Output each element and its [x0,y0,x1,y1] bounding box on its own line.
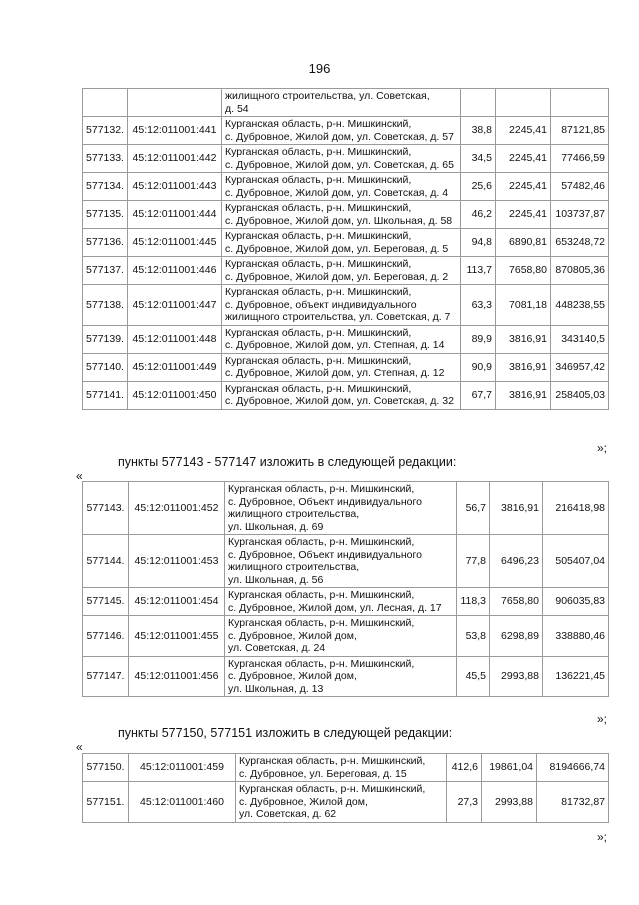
area: 25,6 [461,173,496,201]
cadastral-number: 45:12:011001:453 [129,535,225,588]
unit-price: 7081,18 [496,285,551,326]
open-quote-3: « [76,740,83,754]
property-table-1 [82,88,609,410]
cadastral-number: 45:12:011001:441 [128,117,222,145]
area: 90,9 [461,353,496,381]
address: Курганская область, р-н. Мишкинский, с. Дубровное, Жилой дом, ул. Степная, д. 14 [222,325,461,353]
table-row [83,754,609,782]
area: 53,8 [457,616,490,657]
total-value: 81732,87 [537,782,609,823]
unit-price: 7658,80 [490,588,543,616]
cadastral-number: 45:12:011001:455 [129,616,225,657]
address: Курганская область, р-н. Мишкинский, с. Дубровное, Объект индивидуального жилищного строительства, ул. Школьная, д. 56 [225,535,457,588]
total-value: 870805,36 [551,257,609,285]
table-row [83,229,609,257]
address: Курганская область, р-н. Мишкинский, с. Дубровное, Жилой дом, ул. Береговая, д. 2 [222,257,461,285]
address: Курганская область, р-н. Мишкинский, с. Дубровное, Жилой дом, ул. Советская, д. 57 [222,117,461,145]
unit-price: 2993,88 [482,782,537,823]
table-row [83,656,609,697]
table-row [83,616,609,657]
unit-price [496,89,551,117]
total-value [551,89,609,117]
closing-quote-2: »; [597,712,608,726]
unit-price: 6298,89 [490,616,543,657]
row-number: 577134. [83,173,128,201]
cadastral-number: 45:12:011001:445 [128,229,222,257]
table-row [83,325,609,353]
table-row [83,257,609,285]
total-value: 103737,87 [551,201,609,229]
row-number: 577137. [83,257,128,285]
area: 27,3 [447,782,482,823]
address: Курганская область, р-н. Мишкинский, с. Дубровное, Жилой дом, ул. Лесная, д. 17 [225,588,457,616]
area: 89,9 [461,325,496,353]
unit-price: 3816,91 [496,353,551,381]
row-number: 577147. [83,656,129,697]
area: 67,7 [461,381,496,409]
cadastral-number: 45:12:011001:460 [129,782,236,823]
row-number [83,89,128,117]
unit-price: 3816,91 [490,482,543,535]
cadastral-number: 45:12:011001:443 [128,173,222,201]
paragraph-577150-577151: пункты 577150, 577151 изложить в следующей редакции: [118,726,453,740]
cadastral-number: 45:12:011001:459 [129,754,236,782]
address: Курганская область, р-н. Мишкинский, с. Дубровное, Жилой дом, ул. Береговая, д. 5 [222,229,461,257]
address: Курганская область, р-н. Мишкинский, с. Дубровное, объект индивидуального жилищного строительства, ул. Советская, д. 7 [222,285,461,326]
unit-price: 2245,41 [496,201,551,229]
row-number: 577143. [83,482,129,535]
unit-price: 2245,41 [496,173,551,201]
row-number: 577139. [83,325,128,353]
closing-quote-1: »; [597,441,608,455]
area: 46,2 [461,201,496,229]
table-row [83,482,609,535]
cadastral-number: 45:12:011001:446 [128,257,222,285]
address: Курганская область, р-н. Мишкинский, с. Дубровное, Жилой дом, ул. Школьная, д. 13 [225,656,457,697]
cadastral-number: 45:12:011001:452 [129,482,225,535]
address: Курганская область, р-н. Мишкинский, с. Дубровное, Жилой дом, ул. Степная, д. 12 [222,353,461,381]
table-row [83,535,609,588]
unit-price: 19861,04 [482,754,537,782]
total-value: 653248,72 [551,229,609,257]
table-row [83,381,609,409]
total-value: 57482,46 [551,173,609,201]
total-value: 77466,59 [551,145,609,173]
table-row [83,173,609,201]
cadastral-number [128,89,222,117]
unit-price: 3816,91 [496,381,551,409]
area: 113,7 [461,257,496,285]
address: Курганская область, р-н. Мишкинский, с. Дубровное, Жилой дом, ул. Советская, д. 4 [222,173,461,201]
total-value: 216418,98 [543,482,609,535]
table-row [83,588,609,616]
area: 56,7 [457,482,490,535]
address: Курганская область, р-н. Мишкинский, с. Дубровное, Жилой дом, ул. Советская, д. 24 [225,616,457,657]
row-number: 577145. [83,588,129,616]
table-row [83,353,609,381]
area: 94,8 [461,229,496,257]
total-value: 346957,42 [551,353,609,381]
total-value: 136221,45 [543,656,609,697]
table-row [83,89,609,117]
unit-price: 2245,41 [496,145,551,173]
unit-price: 7658,80 [496,257,551,285]
unit-price: 6496,23 [490,535,543,588]
cadastral-number: 45:12:011001:442 [128,145,222,173]
property-table-3 [82,753,609,823]
area: 45,5 [457,656,490,697]
unit-price: 3816,91 [496,325,551,353]
closing-quote-3: »; [597,830,608,844]
table-row [83,117,609,145]
row-number: 577140. [83,353,128,381]
total-value: 8194666,74 [537,754,609,782]
table-row [83,201,609,229]
row-number: 577138. [83,285,128,326]
row-number: 577132. [83,117,128,145]
area: 118,3 [457,588,490,616]
total-value: 343140,5 [551,325,609,353]
row-number: 577135. [83,201,128,229]
cadastral-number: 45:12:011001:449 [128,353,222,381]
address: Курганская область, р-н. Мишкинский, с. Дубровное, Жилой дом, ул. Советская, д. 62 [236,782,447,823]
open-quote-2: « [76,469,83,483]
cadastral-number: 45:12:011001:444 [128,201,222,229]
row-number: 577136. [83,229,128,257]
address: Курганская область, р-н. Мишкинский, с. Дубровное, ул. Береговая, д. 15 [236,754,447,782]
address: Курганская область, р-н. Мишкинский, с. Дубровное, Жилой дом, ул. Школьная, д. 58 [222,201,461,229]
row-number: 577151. [83,782,129,823]
total-value: 448238,55 [551,285,609,326]
total-value: 505407,04 [543,535,609,588]
area: 34,5 [461,145,496,173]
total-value: 338880,46 [543,616,609,657]
unit-price: 2993,88 [490,656,543,697]
total-value: 87121,85 [551,117,609,145]
row-number: 577133. [83,145,128,173]
area [461,89,496,117]
total-value: 906035,83 [543,588,609,616]
table-row [83,145,609,173]
row-number: 577141. [83,381,128,409]
row-number: 577146. [83,616,129,657]
unit-price: 6890,81 [496,229,551,257]
table-row [83,782,609,823]
cadastral-number: 45:12:011001:450 [128,381,222,409]
row-number: 577150. [83,754,129,782]
area: 38,8 [461,117,496,145]
page-number: 196 [308,61,331,76]
total-value: 258405,03 [551,381,609,409]
cadastral-number: 45:12:011001:456 [129,656,225,697]
area: 77,8 [457,535,490,588]
address: Курганская область, р-н. Мишкинский, с. Дубровное, Жилой дом, ул. Советская, д. 65 [222,145,461,173]
address: Курганская область, р-н. Мишкинский, с. Дубровное, Жилой дом, ул. Советская, д. 32 [222,381,461,409]
table-row [83,285,609,326]
paragraph-577143-577147: пункты 577143 - 577147 изложить в следующей редакции: [118,455,457,469]
cadastral-number: 45:12:011001:454 [129,588,225,616]
area: 412,6 [447,754,482,782]
property-table-2 [82,481,609,697]
area: 63,3 [461,285,496,326]
unit-price: 2245,41 [496,117,551,145]
row-number: 577144. [83,535,129,588]
cadastral-number: 45:12:011001:447 [128,285,222,326]
address: Курганская область, р-н. Мишкинский, с. Дубровное, Объект индивидуального жилищного строительства, ул. Школьная, д. 69 [225,482,457,535]
address: жилищного строительства, ул. Советская, д. 54 [222,89,461,117]
cadastral-number: 45:12:011001:448 [128,325,222,353]
